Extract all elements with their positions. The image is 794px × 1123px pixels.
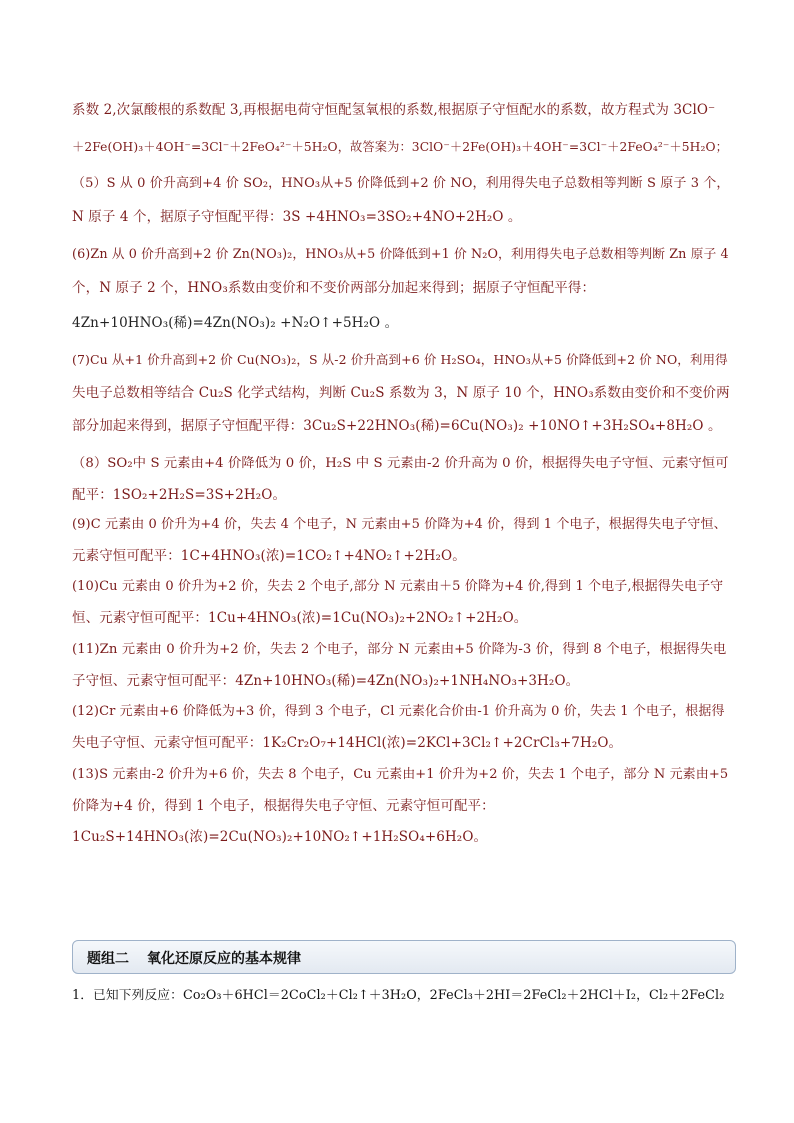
answer-line-1: 系数 2,次氯酸根的系数配 3,再根据电荷守恒配氢氧根的系数,根据原子守恒配水的系数，故方程式为 3ClO⁻ <box>72 102 716 118</box>
answer-line-3: （5）S 从 0 价升高到+4 价 SO₂，HNO₃从+5 价降低到+2 价 NO，利用得失电子总数相等判断 S 原子 3 个， <box>72 176 730 191</box>
answer-line-11: （8）SO₂中 S 元素由+4 价降低为 0 价，H₂S 中 S 元素由-2 价升高为 0 价，根据得失电子守恒、元素守恒可 <box>72 456 729 471</box>
answer-line-22: 价降为+4 价，得到 1 个电子，根据得失电子守恒、元素守恒可配平： <box>72 798 495 814</box>
answer-line-23: 1Cu₂S+14HNO₃(浓)=2Cu(NO₃)₂+10NO₂↑+1H₂SO₄+6H₂O。 <box>72 829 488 845</box>
answer-line-20: 失电子守恒、元素守恒可配平：1K₂Cr₂O₇+14HCl(浓)=2KCl+3Cl₂↑+2CrCl₃+7H₂O。 <box>72 735 623 751</box>
section-heading: 氧化还原反应的基本规律 <box>147 951 301 967</box>
section-label: 题组二 <box>87 951 129 967</box>
answer-line-21: (13)S 元素由-2 价升为+6 价，失去 8 个电子，Cu 元素由+1 价升为+2 价，失去 1 个电子，部分 N 元素由+5 <box>72 767 729 782</box>
answer-line-18: 子守恒、元素守恒可配平：4Zn+10HNO₃(稀)=4Zn(NO₃)₂+1NH₄NO₃+3H₂O。 <box>72 673 580 689</box>
section-header <box>72 940 736 974</box>
section-title <box>87 948 301 968</box>
answer-line-10: 部分加起来得到，据原子守恒配平得：3Cu₂S+22HNO₃(稀)=6Cu(NO₃)₂ +10NO↑+3H₂SO₄+8H₂O 。 <box>72 418 722 434</box>
answer-line-15: (10)Cu 元素由 0 价升为+2 价，失去 2 个电子,部分 N 元素由＋5 价降为+4 价,得到 1 个电子,根据得失电子守 <box>72 579 724 594</box>
question-1: 1．已知下列反应：Co₂O₃＋6HCl＝2CoCl₂＋Cl₂↑＋3H₂O，2FeCl₃＋2HI＝2FeCl₂＋2HCl＋I₂，Cl₂＋2FeCl₂ <box>72 988 725 1003</box>
answer-line-19: (12)Cr 元素由+6 价降低为+3 价，得到 3 个电子，Cl 元素化合价由-1 价升高为 0 价，失去 1 个电子，根据得 <box>72 704 725 719</box>
answer-line-12: 配平：1SO₂+2H₂S=3S+2H₂O。 <box>72 487 287 503</box>
answer-line-16: 恒、元素守恒可配平：1Cu+4HNO₃(浓)=1Cu(NO₃)₂+2NO₂↑+2H₂O。 <box>72 610 528 626</box>
answer-line-17: (11)Zn 元素由 0 价升为+2 价，失去 2 个电子，部分 N 元素由+5 价降为-3 价，得到 8 个电子，根据得失电 <box>72 642 727 657</box>
answer-line-8: (7)Cu 从+1 价升高到+2 价 Cu(NO₃)₂，S 从-2 价升高到+6 价 H₂SO₄，HNO₃从+5 价降低到+2 价 NO，利用得 <box>72 352 728 367</box>
answer-line-7: 4Zn+10HNO₃(稀)=4Zn(NO₃)₂ +N₂O↑+5H₂O 。 <box>72 315 399 331</box>
answer-line-6: 个，N 原子 2 个，HNO₃系数由变价和不变价两部分加起来得到；据原子守恒配平得： <box>72 280 596 296</box>
answer-line-13: (9)C 元素由 0 价升为+4 价，失去 4 个电子，N 元素由+5 价降为+4 价，得到 1 个电子，根据得失电子守恒、 <box>72 517 727 532</box>
answer-line-2: ＋2Fe(OH)₃＋4OH⁻=3Cl⁻＋2FeO₄²⁻＋5H₂O，故答案为：3ClO⁻＋2Fe(OH)₃＋4OH⁻=3Cl⁻＋2FeO₄²⁻＋5H₂O； <box>72 140 728 154</box>
answer-line-9: 失电子总数相等结合 Cu₂S 化学式结构，判断 Cu₂S 系数为 3，N 原子 10 个，HNO₃系数由变价和不变价两 <box>72 385 730 401</box>
answer-line-4: N 原子 4 个，据原子守恒配平得：3S +4HNO₃=3SO₂+4NO+2H₂O 。 <box>72 209 522 225</box>
answer-line-14: 元素守恒可配平：1C+4HNO₃(浓)=1CO₂↑+4NO₂↑+2H₂O。 <box>72 548 466 564</box>
answer-line-5: (6)Zn 从 0 价升高到+2 价 Zn(NO₃)₂，HNO₃从+5 价降低到+1 价 N₂O，利用得失电子总数相等判断 Zn 原子 4 <box>72 247 729 262</box>
